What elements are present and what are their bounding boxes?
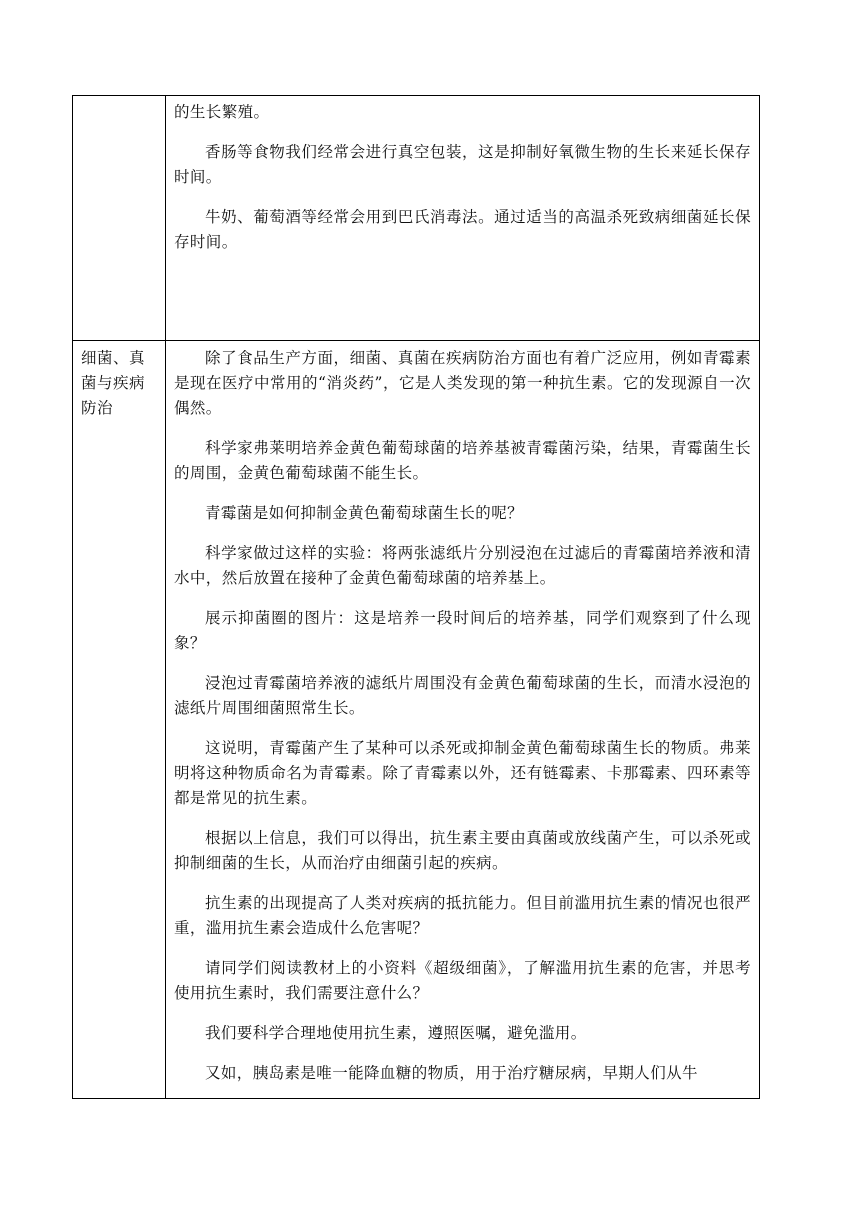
paragraph: 香肠等食物我们经常会进行真空包装，这是抑制好氧微生物的生长来延长保存时间。 <box>174 143 751 186</box>
table-row <box>73 341 760 1099</box>
paragraph: 这说明，青霉菌产生了某种可以杀死或抑制金黄色葡萄球菌生长的物质。弗莱明将这种物质命名为青霉素。除了青霉素以外，还有链霉素、卡那霉素、四环素等都是常见的抗生素。 <box>174 739 751 807</box>
paragraph: 牛奶、葡萄酒等经常会用到巴氏消毒法。通过适当的高温杀死致病细菌延长保存时间。 <box>174 208 751 251</box>
paragraph: 青霉菌是如何抑制金黄色葡萄球菌生长的呢？ <box>205 504 524 522</box>
content-text <box>166 96 759 340</box>
topic-label <box>73 96 165 101</box>
paragraph: 科学家弗莱明培养金黄色葡萄球菌的培养基被青霉菌污染，结果，青霉菌生长的周围，金黄色葡萄球菌不能生长。 <box>174 439 751 482</box>
paragraph: 又如，胰岛素是唯一能降血糖的物质，用于治疗糖尿病，早期人们从牛 <box>205 1064 698 1082</box>
paragraph: 我们要科学合理地使用抗生素，遵照医嘱，避免滥用。 <box>205 1024 587 1042</box>
paragraph: 除了食品生产方面，细菌、真菌在疾病防治方面也有着广泛应用，例如青霉素是现在医疗中常用的“消炎药”，它是人类发现的第一种抗生素。它的发现源自一次偶然。 <box>174 349 751 417</box>
lesson-table <box>72 95 760 1099</box>
paragraph: 请同学们阅读教材上的小资料《超级细菌》，了解滥用抗生素的危害，并思考使用抗生素时，我们需要注意什么？ <box>174 959 751 1002</box>
paragraph: 的生长繁殖。 <box>174 103 270 121</box>
topic-cell <box>73 96 166 341</box>
paragraph: 展示抑菌圈的图片：这是培养一段时间后的培养基，同学们观察到了什么现象？ <box>174 609 751 652</box>
content-text <box>166 341 759 1098</box>
paragraph: 科学家做过这样的实验：将两张滤纸片分别浸泡在过滤后的青霉菌培养液和清水中，然后放置在接种了金黄色葡萄球菌的培养基上。 <box>174 544 751 587</box>
paragraph: 根据以上信息，我们可以得出，抗生素主要由真菌或放线菌产生，可以杀死或抑制细菌的生长，从而治疗由细菌引起的疾病。 <box>174 829 751 872</box>
content-cell <box>166 96 760 341</box>
paragraph: 抗生素的出现提高了人类对疾病的抵抗能力。但目前滥用抗生素的情况也很严重，滥用抗生素会造成什么危害呢？ <box>174 894 751 937</box>
paragraph: 浸泡过青霉菌培养液的滤纸片周围没有金黄色葡萄球菌的生长，而清水浸泡的滤纸片周围细菌照常生长。 <box>174 674 751 717</box>
content-cell <box>166 341 760 1099</box>
table-row <box>73 96 760 341</box>
topic-cell <box>73 341 166 1099</box>
topic-label: 细菌、真菌与疾病防治 <box>81 349 146 417</box>
